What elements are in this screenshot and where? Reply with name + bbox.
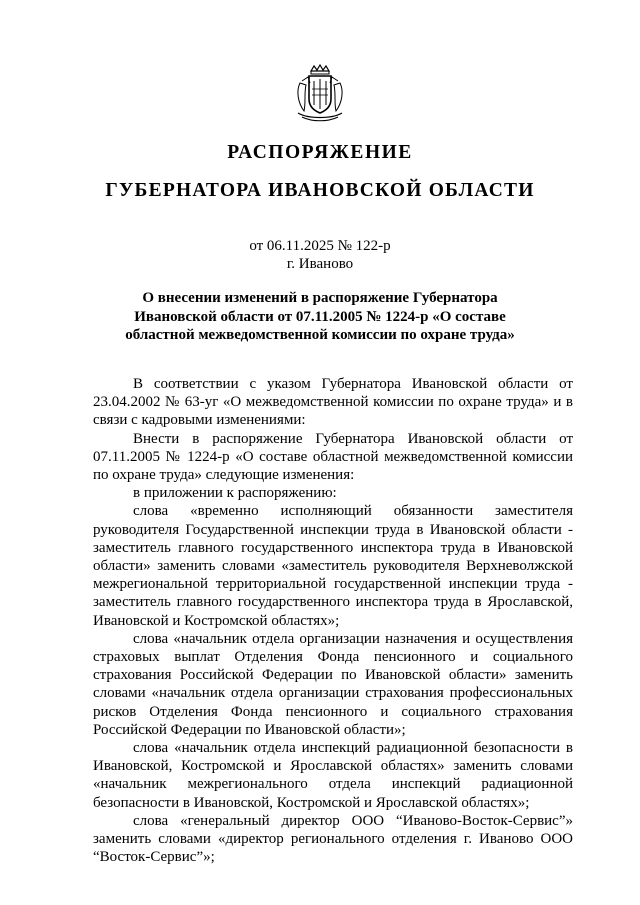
document-body xyxy=(93,375,573,866)
document-subject: О внесении изменений в распоряжение Губернатора Ивановской области от 07.11.2005 № 1224-р «О составе областной межведомственной комиссии по охране труда» xyxy=(125,290,515,344)
paragraph: слова «генеральный директор ООО “Иваново-Восток-Сервис”» заменить словами «директор регионального отделения г. Иваново ООО “Восток-Сервис”»; xyxy=(93,812,573,866)
paragraph: в приложении к распоряжению: xyxy=(133,485,337,502)
paragraph: слова «начальник отдела инспекций радиационной безопасности в Ивановской, Костромской и Ярославской областях» заменить словами «начальник межрегионального отдела инспекций радиационной безопасности в Ивановской, Костромской и Ярославской областях»; xyxy=(93,740,573,811)
coat-of-arms-icon xyxy=(292,63,348,123)
document-issuer: ГУБЕРНАТОРА ИВАНОВСКОЙ ОБЛАСТИ xyxy=(105,180,535,201)
paragraph: слова «начальник отдела организации назначения и осуществления страховых выплат Отделения Фонда пенсионного и социального страхования Российской Федерации по Ивановской области» заменить словами «начальник отдела организации страхования профессиональных рисков Отделения Фонда пенсионного и социального страхования Российской Федерации по Ивановской области»; xyxy=(93,630,573,738)
paragraph: В соответствии с указом Губернатора Ивановской области от 23.04.2002 № 63-уг «О межведомственной комиссии по охране труда» и в связи с кадровыми изменениями: xyxy=(93,376,573,429)
document-city: г. Иваново xyxy=(286,256,354,272)
document-date-number: от 06.11.2025 № 122-р xyxy=(249,238,391,254)
document-title: РАСПОРЯЖЕНИЕ xyxy=(227,142,413,163)
paragraph: Внести в распоряжение Губернатора Ивановской области от 07.11.2005 № 1224-р «О составе областной межведомственной комиссии по охране труда» следующие изменения: xyxy=(93,430,573,484)
paragraph: слова «временно исполняющий обязанности заместителя руководителя Государственной инспекции труда в Ивановской области - заместитель главного государственного инспектора труда в Ивановской области» заменить словами «заместитель руководителя Верхневолжской межрегиональной территориальной государственной инспекции труда - заместитель главного государственного инспектора труда в Ярославской, Ивановской и Костромской областях»; xyxy=(93,503,573,629)
